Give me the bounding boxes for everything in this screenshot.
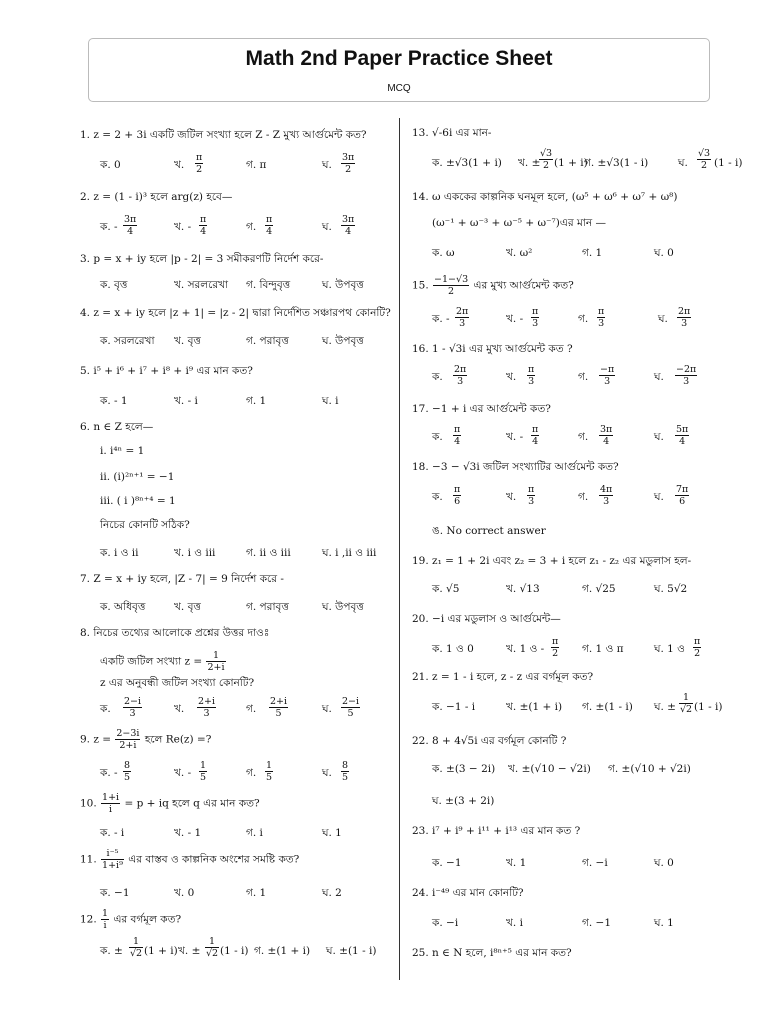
option-b[interactable]: খ. [174,159,185,171]
option-c[interactable]: গ. −1 [582,917,612,929]
question-6: 6. n ∈ Z হলে— [80,421,154,433]
fraction: 2+i 3 [198,696,216,719]
option-a[interactable]: ক. ±(3 − 2i) [432,763,496,775]
question-8-line3: z এর অনুবন্ধী জটিল সংখ্যা কোনটি? [100,677,255,689]
fraction: π 2 [196,152,203,175]
option-c[interactable]: গ. পরাবৃত্ত [246,601,289,613]
tail: (1 + i) [144,945,178,957]
option-b[interactable]: খ. ±(√10 − √2i) [508,763,591,775]
fraction: $\frac{1+i}{i}$ [102,792,120,815]
option-c[interactable]: গ. 1 [246,887,267,899]
fraction: 1 √2 [130,936,143,959]
option-b[interactable]: খ. - [174,221,192,233]
fraction: 4π 3 [600,484,613,507]
option-c[interactable]: গ. 1 [246,395,267,407]
question-8: 8. নিচের তথ্যের আলোকে প্রশ্নের উত্তর দাওঃ [80,627,270,639]
option-c[interactable]: গ. 1 [582,247,603,259]
option-a[interactable]: ক. বৃত্ত [100,279,128,291]
fraction: 2+i 5 [270,696,288,719]
question-12-post: এর বর্গমূল কত? [113,913,182,926]
option-a[interactable]: ক. ω [432,247,455,259]
question-15 [412,274,574,297]
option-d[interactable]: ঘ. 1 ও [654,643,685,655]
question-16: 16. 1 - √3i এর মুখ্য আর্গুমেন্ট কত ? [412,343,573,355]
option-d[interactable]: ঘ. [678,157,688,169]
option-b[interactable]: খ. 1 [506,857,527,869]
question-14-line2: (ω⁻¹ + ω⁻³ + ω⁻⁵ + ω⁻⁷)এর মান — [432,217,606,229]
question-15-post: এর মুখ্য আর্গুমেন্ট কত? [473,279,574,292]
option-c[interactable]: গ. [578,431,589,443]
option-c[interactable]: গ. [246,221,257,233]
question-13: 13. √-6i এর মান- [412,127,492,139]
tail: (1 - i) [220,945,249,957]
option-b[interactable]: খ. বৃত্ত [174,335,201,347]
option-a[interactable]: ক. [432,431,443,443]
option-d[interactable]: ঘ. 0 [654,247,674,259]
question-21: 21. z = 1 - i হলে, z - z এর বর্গমূল কত? [412,671,594,683]
question-19: 19. z₁ = 1 + 2i এবং z₂ = 3 + i হলে z₁ - z₂ এর মডুলাস হল- [412,555,692,567]
fraction: √3 2 [698,148,711,171]
option-e[interactable]: ঙ. No correct answer [432,525,546,537]
fraction: 7π 6 [676,484,689,507]
option-c[interactable]: গ. [578,313,589,325]
fraction: 2−i 3 [124,696,142,719]
option-a[interactable]: ক. −1 [432,857,462,869]
fraction: π 3 [532,306,539,329]
fraction: π 4 [532,424,539,447]
option-a[interactable]: ক. ±√3(1 + i) [432,157,502,169]
option-d[interactable]: ঘ. ±(1 - i) [326,945,377,957]
option-b[interactable]: খ. ±(1 + i) [506,701,563,713]
question-25: 25. n ∈ N হলে, i⁸ⁿ⁺⁵ এর মান কত? [412,947,572,959]
option-b[interactable]: খ. [506,371,517,383]
statement-i: i. i⁴ⁿ = 1 [100,445,145,457]
option-b[interactable]: খ. [174,703,185,715]
option-c[interactable]: গ. [578,491,589,503]
fraction: $\frac{1}{2+i}$ [207,650,225,673]
option-a[interactable]: ক. অধিবৃত্ত [100,601,146,613]
option-b[interactable]: খ. - 1 [174,827,202,839]
fraction: π 6 [454,484,461,507]
option-c[interactable]: গ. √25 [582,583,616,595]
question-15-pre: 15. [412,279,429,292]
fraction: $\frac{1}{i}$ [102,908,109,931]
option-d[interactable]: ঘ. [654,491,664,503]
fraction: π 4 [454,424,461,447]
option-d[interactable]: ঘ. [654,431,664,443]
option-b[interactable]: খ. [506,491,517,503]
question-9-pre: 9. z = [80,733,112,746]
option-a[interactable]: ক. √5 [432,583,460,595]
question-1: 1. z = 2 + 3i একটি জটিল সংখ্যা হলে Z - Z মুখ্য আর্গুমেন্ট কত? [80,129,367,141]
question-9-post: হলে Re(z) =? [144,733,212,746]
fraction: 2π 3 [454,364,467,387]
fraction: π 3 [528,484,535,507]
option-a[interactable]: ক. সরলরেখা [100,335,155,347]
option-c[interactable]: গ. [246,703,257,715]
option-a[interactable]: ক. 0 [100,159,121,171]
fraction: 1 5 [266,760,273,783]
option-a[interactable]: ক. - [100,767,118,779]
fraction: π 3 [598,306,605,329]
option-c[interactable]: গ. ±(1 - i) [582,701,633,713]
option-d[interactable]: ঘ. 0 [654,857,674,869]
fraction: π 2 [552,636,559,659]
option-d[interactable]: ঘ. [322,767,332,779]
question-24: 24. i⁻⁴⁹ এর মান কোনটি? [412,887,524,899]
option-d[interactable]: ঘ. [654,371,664,383]
option-c[interactable]: গ. 1 ও π [582,643,624,655]
question-12-pre: 12. [80,913,97,926]
page-title: Math 2nd Paper Practice Sheet [245,47,553,70]
option-c[interactable]: গ. −i [582,857,608,869]
option-a[interactable]: ক. [432,371,443,383]
question-2: 2. z = (1 - i)³ হলে arg(z) হবে— [80,191,233,203]
option-a[interactable]: ক. - 1 [100,395,128,407]
option-b[interactable]: খ. 1 ও - [506,643,545,655]
fraction: π 3 [528,364,535,387]
option-b[interactable]: খ. বৃত্ত [174,601,201,613]
option-a[interactable]: ক. [100,703,111,715]
fraction: $\frac{\text{i⁻⁵}}{\text{1+i⁹}}$ [102,848,123,871]
option-b[interactable]: খ. i ও iii [174,547,216,559]
fraction: −2π 3 [676,364,697,387]
option-d[interactable]: ঘ. i [322,395,339,407]
option-c[interactable]: গ. ±(1 + i) [254,945,311,957]
option-c[interactable]: গ. i [246,827,263,839]
option-d[interactable]: ঘ. উপবৃত্ত [322,335,364,347]
option-d[interactable]: ঘ. 1 [322,827,342,839]
option-d[interactable]: ঘ. i ,ii ও iii [322,547,377,559]
page-subtitle: MCQ [387,83,411,94]
option-a[interactable]: ক. - [100,221,118,233]
question-4: 4. z = x + iy হলে |z + 1| = |z - 2| দ্বারা নির্দেশিত সঞ্চারপথ কোনটি? [80,307,391,319]
option-a[interactable]: ক. - [432,313,450,325]
question-10-post: = p + iq হলে q এর মান কত? [124,797,260,810]
question-17: 17. −1 + i এর আর্গুমেন্ট কত? [412,403,551,415]
fraction: 5π 4 [676,424,689,447]
option-c[interactable]: গ. ii ও iii [246,547,291,559]
question-6-ask: নিচের কোনটি সঠিক? [100,519,190,531]
option-b[interactable]: খ. i [506,917,523,929]
question-22: 22. 8 + 4√5i এর বর্গমূল কোনটি ? [412,735,567,747]
fraction: 1 5 [200,760,207,783]
fraction: 2π 3 [456,306,469,329]
option-d[interactable]: ঘ. [322,221,332,233]
question-8-line2-text: একটি জটিল সংখ্যা z = [100,655,203,668]
option-a[interactable]: ক. −1 [100,887,130,899]
fraction: 3π 2 [342,152,355,175]
statement-iii: iii. ( i )⁸ⁿ⁺⁴ = 1 [100,495,176,507]
tail: (1 - i) [694,701,723,713]
option-b[interactable]: খ. - [506,313,524,325]
fraction: 3π 4 [124,214,137,237]
option-a[interactable]: ক. ± [100,945,123,957]
fraction: 2−i 5 [342,696,360,719]
statement-ii: ii. (i)²ⁿ⁺¹ = −1 [100,471,175,483]
option-b[interactable]: খ. সরলরেখা [174,279,229,291]
option-b[interactable]: খ. √13 [506,583,540,595]
option-d[interactable]: ঘ. ± [654,701,676,713]
option-c[interactable]: গ. [578,371,589,383]
question-18: 18. −3 − √3i জটিল সংখ্যাটির আর্গুমেন্ট কত? [412,461,619,473]
option-a[interactable]: ক. 1 ও 0 [432,643,474,655]
question-10-pre: 10. [80,797,97,810]
option-b[interactable]: খ. 0 [174,887,195,899]
option-a[interactable]: ক. −1 - i [432,701,476,713]
fraction: 3π 4 [600,424,613,447]
option-d[interactable]: ঘ. উপবৃত্ত [322,601,364,613]
option-c[interactable]: গ. বিন্দুবৃত্ত [246,279,291,291]
fraction: 8 5 [342,760,349,783]
option-d[interactable]: ঘ. উপবৃত্ত [322,279,364,291]
option-b[interactable]: খ. ± [178,945,201,957]
option-d[interactable]: ঘ. ±(3 + 2i) [432,795,495,807]
option-c[interactable]: গ. ±√3(1 - i) [584,157,649,169]
fraction: $\frac{-1-√3}{2}$ [434,274,469,297]
fraction: 3π 4 [342,214,355,237]
option-d[interactable]: ঘ. 1 [654,917,674,929]
question-20: 20. −i এর মডুলাস ও আর্গুমেন্ট— [412,613,561,625]
option-c[interactable]: গ. ±(√10 + √2i) [608,763,691,775]
fraction: 2π 3 [678,306,691,329]
option-b[interactable]: খ. ω² [506,247,533,259]
option-c[interactable]: গ. পরাবৃত্ত [246,335,289,347]
option-d[interactable]: ঘ. [322,159,332,171]
fraction: 1 √2 [680,692,693,715]
option-a[interactable]: ক. i ও ii [100,547,139,559]
option-c[interactable]: গ. π [246,159,267,171]
question-5: 5. i⁵ + i⁶ + i⁷ + i⁸ + i⁹ এর মান কত? [80,365,253,377]
option-a[interactable]: ক. −i [432,917,459,929]
option-d[interactable]: ঘ. 2 [322,887,342,899]
option-d[interactable]: ঘ. 5√2 [654,583,688,595]
fraction: 1 √2 [206,936,219,959]
option-b[interactable]: খ. - [174,767,192,779]
question-14: 14. ω এককের কাল্পনিক ঘনমূল হলে, (ω⁵ + ω⁶ + ω⁷ + ω⁸) [412,191,678,203]
option-b[interactable]: খ. - [506,431,524,443]
fraction: −π 3 [600,364,615,387]
fraction: √3 2 [540,148,553,171]
question-23: 23. i⁷ + i⁹ + i¹¹ + i¹³ এর মান কত ? [412,825,581,837]
tail: (1 - i) [714,157,743,169]
fraction: 8 5 [124,760,131,783]
question-7: 7. Z = x + iy হলে, |Z - 7| = 9 নির্দেশ করে - [80,573,284,585]
option-d[interactable]: ঘ. [322,703,332,715]
option-a[interactable]: ক. - i [100,827,125,839]
option-b[interactable]: খ. ± [518,157,541,169]
fraction: π 2 [694,636,701,659]
fraction: $\frac{2-3i}{2+i}$ [116,728,140,751]
question-3: 3. p = x + iy হলে |p - 2| = 3 সমীকরণটি নির্দেশ করে- [80,253,324,265]
option-a[interactable]: ক. [432,491,443,503]
fraction: π 4 [200,214,207,237]
option-d[interactable]: ঘ. [658,313,668,325]
tail: (1 + i) [554,157,588,169]
fraction: π 4 [266,214,273,237]
question-11-pre: 11. [80,853,97,866]
question-11-post: এর বাস্তব ও কাল্পনিক অংশের সমষ্টি কত? [128,853,300,866]
option-b[interactable]: খ. - i [174,395,198,407]
option-c[interactable]: গ. [246,767,257,779]
